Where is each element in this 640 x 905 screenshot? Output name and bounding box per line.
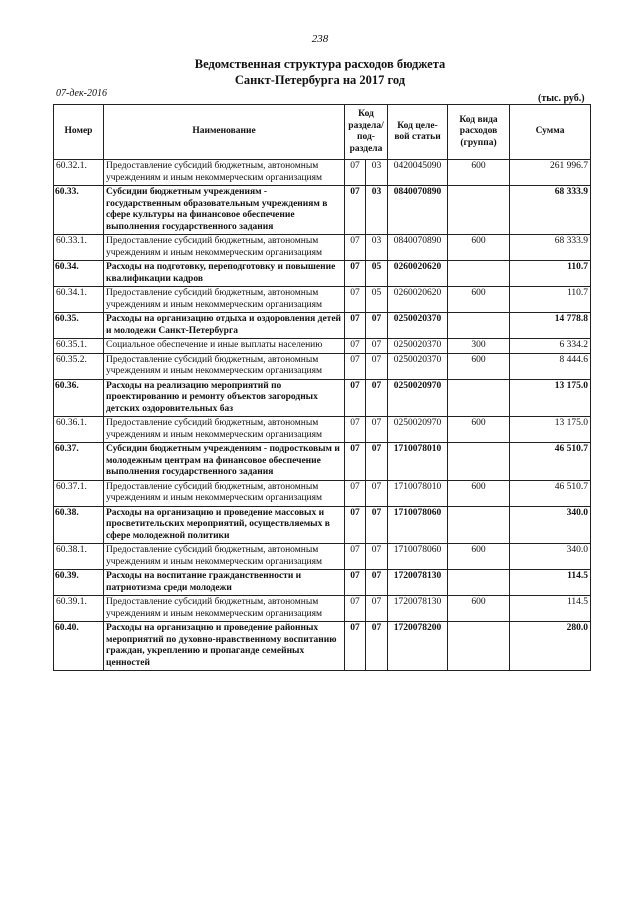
table-row	[54, 379, 591, 417]
row-sum: 46 510.7	[510, 480, 591, 506]
row-subsection: 07	[366, 480, 388, 506]
row-number: 60.33.	[54, 186, 104, 235]
row-number: 60.35.	[54, 313, 104, 339]
row-target-code: 0250020370	[388, 313, 448, 339]
row-subsection: 05	[366, 287, 388, 313]
row-target-code: 1710078010	[388, 480, 448, 506]
row-target-code: 0250020970	[388, 417, 448, 443]
table-row	[54, 339, 591, 354]
row-sum: 13 175.0	[510, 417, 591, 443]
row-target-code: 0250020370	[388, 353, 448, 379]
row-number: 60.32.1.	[54, 160, 104, 186]
table-row	[54, 443, 591, 481]
row-target-code: 0260020620	[388, 287, 448, 313]
table-header-row	[54, 105, 591, 160]
row-subsection: 07	[366, 339, 388, 354]
row-expense-type	[448, 261, 510, 287]
row-expense-type: 600	[448, 596, 510, 622]
row-expense-type	[448, 186, 510, 235]
row-section: 07	[345, 353, 366, 379]
table-row	[54, 544, 591, 570]
table-row	[54, 160, 591, 186]
row-section: 07	[345, 261, 366, 287]
row-sum: 340.0	[510, 506, 591, 544]
row-section: 07	[345, 596, 366, 622]
row-sum: 110.7	[510, 261, 591, 287]
row-expense-type: 300	[448, 339, 510, 354]
row-expense-type: 600	[448, 480, 510, 506]
table-row	[54, 287, 591, 313]
page-number: 238	[311, 33, 329, 45]
row-number: 60.37.1.	[54, 480, 104, 506]
row-sum: 13 175.0	[510, 379, 591, 417]
row-expense-type	[448, 570, 510, 596]
row-subsection: 07	[366, 379, 388, 417]
row-target-code: 0250020970	[388, 379, 448, 417]
table-row	[54, 261, 591, 287]
row-section: 07	[345, 622, 366, 671]
row-number: 60.35.2.	[54, 353, 104, 379]
row-sum: 68 333.9	[510, 235, 591, 261]
header-target: Код целе-вой статьи	[388, 105, 448, 160]
row-subsection: 07	[366, 622, 388, 671]
row-name: Расходы на реализацию мероприятий по проектированию и ремонту объектов загородных детских оздоровительных баз	[104, 379, 345, 417]
row-subsection: 07	[366, 443, 388, 481]
row-target-code: 1720078200	[388, 622, 448, 671]
row-name: Расходы на организацию и проведение районных мероприятий по духовно-нравственному воспитанию граждан, укреплению и пропаганде семейных ценностей	[104, 622, 345, 671]
row-name: Социальное обеспечение и иные выплаты населению	[104, 339, 345, 354]
table-row	[54, 480, 591, 506]
row-number: 60.33.1.	[54, 235, 104, 261]
row-sum: 6 334.2	[510, 339, 591, 354]
row-name: Предоставление субсидий бюджетным, автономным учреждениям и иным некоммерческим организациям	[104, 596, 345, 622]
row-number: 60.40.	[54, 622, 104, 671]
row-section: 07	[345, 186, 366, 235]
title-line-1: Ведомственная структура расходов бюджета	[194, 57, 446, 71]
table-body	[54, 160, 591, 671]
row-section: 07	[345, 443, 366, 481]
row-sum: 280.0	[510, 622, 591, 671]
row-sum: 261 996.7	[510, 160, 591, 186]
row-target-code: 1720078130	[388, 596, 448, 622]
row-sum: 14 778.8	[510, 313, 591, 339]
row-section: 07	[345, 313, 366, 339]
table-row	[54, 235, 591, 261]
row-expense-type: 600	[448, 544, 510, 570]
row-target-code: 0840070890	[388, 235, 448, 261]
units-label: (тыс. руб.)	[538, 93, 585, 104]
row-target-code: 1710078060	[388, 506, 448, 544]
row-subsection: 07	[366, 596, 388, 622]
row-expense-type	[448, 313, 510, 339]
row-name: Субсидии бюджетным учреждениям - государственным образовательным учреждениям в сфере культуры на финансовое обеспечение выполнения государственного задания	[104, 186, 345, 235]
row-name: Предоставление субсидий бюджетным, автономным учреждениям и иным некоммерческим организациям	[104, 353, 345, 379]
table-row	[54, 353, 591, 379]
row-expense-type	[448, 506, 510, 544]
row-section: 07	[345, 544, 366, 570]
row-name: Предоставление субсидий бюджетным, автономным учреждениям и иным некоммерческим организациям	[104, 544, 345, 570]
row-number: 60.37.	[54, 443, 104, 481]
row-target-code: 1710078060	[388, 544, 448, 570]
row-subsection: 03	[366, 160, 388, 186]
row-name: Предоставление субсидий бюджетным, автономным учреждениям и иным некоммерческим организациям	[104, 417, 345, 443]
row-number: 60.38.1.	[54, 544, 104, 570]
budget-table	[53, 104, 591, 671]
row-number: 60.39.	[54, 570, 104, 596]
row-number: 60.36.	[54, 379, 104, 417]
row-expense-type: 600	[448, 160, 510, 186]
row-expense-type	[448, 443, 510, 481]
row-section: 07	[345, 287, 366, 313]
row-subsection: 03	[366, 186, 388, 235]
header-expense-type: Код вида расходов (группа)	[448, 105, 510, 160]
row-expense-type	[448, 622, 510, 671]
page-title	[0, 56, 640, 88]
title-line-2: Санкт-Петербурга на 2017 год	[234, 73, 406, 87]
row-section: 07	[345, 339, 366, 354]
row-number: 60.34.1.	[54, 287, 104, 313]
table-row	[54, 596, 591, 622]
row-name: Расходы на подготовку, переподготовку и повышение квалификации кадров	[104, 261, 345, 287]
row-name: Расходы на организацию и проведение массовых и просветительских мероприятий, осуществляемых в сфере молодежной политики	[104, 506, 345, 544]
row-number: 60.34.	[54, 261, 104, 287]
table-row	[54, 417, 591, 443]
row-name: Субсидии бюджетным учреждениям - подростковым и молодежным центрам на финансовое обеспечение выполнения государственного задания	[104, 443, 345, 481]
row-name: Предоставление субсидий бюджетным, автономным учреждениям и иным некоммерческим организациям	[104, 287, 345, 313]
row-target-code: 0250020370	[388, 339, 448, 354]
table-row	[54, 622, 591, 671]
document-date: 07-дек-2016	[56, 88, 107, 99]
row-sum: 340.0	[510, 544, 591, 570]
row-target-code: 1710078010	[388, 443, 448, 481]
row-sum: 46 510.7	[510, 443, 591, 481]
row-target-code: 0260020620	[388, 261, 448, 287]
row-number: 60.35.1.	[54, 339, 104, 354]
row-subsection: 07	[366, 570, 388, 596]
row-subsection: 07	[366, 506, 388, 544]
row-sum: 110.7	[510, 287, 591, 313]
row-target-code: 1720078130	[388, 570, 448, 596]
row-subsection: 07	[366, 417, 388, 443]
row-subsection: 07	[366, 313, 388, 339]
row-number: 60.39.1.	[54, 596, 104, 622]
row-number: 60.38.	[54, 506, 104, 544]
row-section: 07	[345, 160, 366, 186]
row-name: Предоставление субсидий бюджетным, автономным учреждениям и иным некоммерческим организациям	[104, 235, 345, 261]
row-name: Предоставление субсидий бюджетным, автономным учреждениям и иным некоммерческим организациям	[104, 160, 345, 186]
row-subsection: 05	[366, 261, 388, 287]
row-section: 07	[345, 417, 366, 443]
header-sum: Сумма	[510, 105, 591, 160]
row-section: 07	[345, 235, 366, 261]
table-row	[54, 506, 591, 544]
row-expense-type: 600	[448, 417, 510, 443]
row-target-code: 0420045090	[388, 160, 448, 186]
row-section: 07	[345, 379, 366, 417]
row-section: 07	[345, 570, 366, 596]
table-row	[54, 570, 591, 596]
row-section: 07	[345, 506, 366, 544]
row-sum: 68 333.9	[510, 186, 591, 235]
row-expense-type	[448, 379, 510, 417]
row-expense-type: 600	[448, 353, 510, 379]
row-sum: 114.5	[510, 570, 591, 596]
header-name: Наименование	[104, 105, 345, 160]
row-name: Расходы на воспитание гражданственности и патриотизма среди молодежи	[104, 570, 345, 596]
row-sum: 114.5	[510, 596, 591, 622]
row-subsection: 07	[366, 353, 388, 379]
table-row	[54, 186, 591, 235]
row-number: 60.36.1.	[54, 417, 104, 443]
row-subsection: 03	[366, 235, 388, 261]
row-subsection: 07	[366, 544, 388, 570]
row-name: Предоставление субсидий бюджетным, автономным учреждениям и иным некоммерческим организациям	[104, 480, 345, 506]
header-number: Номер	[54, 105, 104, 160]
table-row	[54, 313, 591, 339]
row-expense-type: 600	[448, 235, 510, 261]
row-expense-type: 600	[448, 287, 510, 313]
row-section: 07	[345, 480, 366, 506]
row-sum: 8 444.6	[510, 353, 591, 379]
row-target-code: 0840070890	[388, 186, 448, 235]
header-section: Код раздела/ под-раздела	[345, 105, 388, 160]
row-name: Расходы на организацию отдыха и оздоровления детей и молодежи Санкт-Петербурга	[104, 313, 345, 339]
